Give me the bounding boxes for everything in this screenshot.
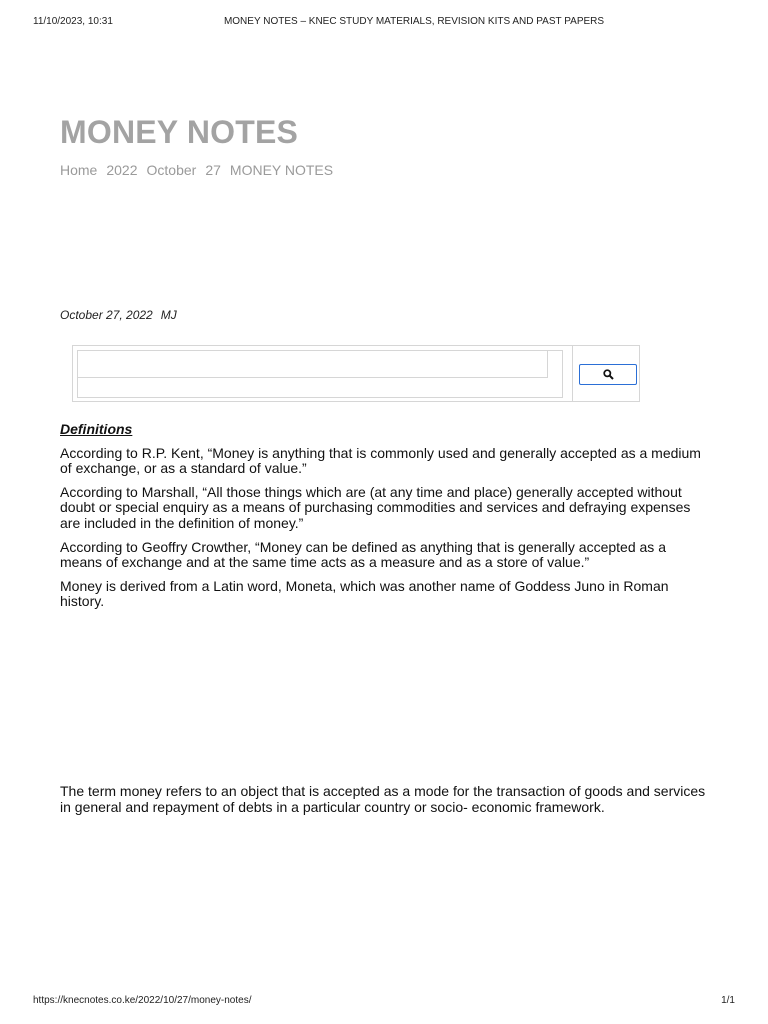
breadcrumb-home-link[interactable]: Home xyxy=(60,162,98,178)
search-button-cell xyxy=(572,346,639,401)
paragraph-marshall-text-1: According to Marshall, “All those things which are (at any time and place) generally accepted without doubt or special enquiry as a means of purchasing xyxy=(60,483,682,516)
page-title: MONEY NOTES xyxy=(60,114,299,150)
paragraph-crowther: According to Geoffry Crowther, “Money can be defined as anything that is generally accepted as a means of exchange and at the same time acts as a measure and as a store of value.” xyxy=(60,538,666,571)
paragraph-marshall xyxy=(60,485,708,532)
breadcrumb-current: MONEY NOTES xyxy=(229,162,334,178)
post-meta xyxy=(60,308,177,322)
search-input-wrapper xyxy=(77,350,563,398)
print-url: https://knecnotes.co.ke/2022/10/27/money-notes/ xyxy=(33,995,252,1006)
breadcrumb-month-link[interactable]: October xyxy=(146,162,197,178)
post-date[interactable]: October 27, 2022 xyxy=(60,308,153,322)
print-timestamp: 11/10/2023, 10:31 xyxy=(33,16,113,27)
print-header xyxy=(33,16,735,30)
post-author[interactable]: MJ xyxy=(160,308,177,322)
article-content xyxy=(60,422,708,618)
paragraph-kent: According to R.P. Kent, “Money is anything that is commonly used and generally accepted as a medium of exchange, or as a standard of value.” xyxy=(60,444,701,477)
commodities-link[interactable]: commodities xyxy=(376,499,456,516)
paragraph-etymology: Money is derived from a Latin word, Moneta, which was another name of Goddess Juno in Roman history. xyxy=(60,577,669,610)
search-icon xyxy=(603,369,614,380)
print-page-number: 1/1 xyxy=(721,995,735,1006)
definitions-heading: Definitions xyxy=(60,421,133,437)
paragraph-marshall-text-2: and services and defraying expenses are included in the definition of money.” xyxy=(60,499,691,531)
paragraph-money-term: The term money refers to an object that is accepted as a mode for the transaction of goods and services in general and repayment of debts in a particular country or socio- economic framework. xyxy=(60,783,706,815)
search-input[interactable] xyxy=(78,351,548,378)
breadcrumb xyxy=(60,162,333,178)
print-document-title: MONEY NOTES – KNEC STUDY MATERIALS, REVISION KITS AND PAST PAPERS xyxy=(223,16,605,27)
search-box xyxy=(72,345,640,402)
breadcrumb-year-link[interactable]: 2022 xyxy=(106,162,138,178)
search-button[interactable] xyxy=(579,364,637,385)
breadcrumb-day-link[interactable]: 27 xyxy=(205,162,221,178)
